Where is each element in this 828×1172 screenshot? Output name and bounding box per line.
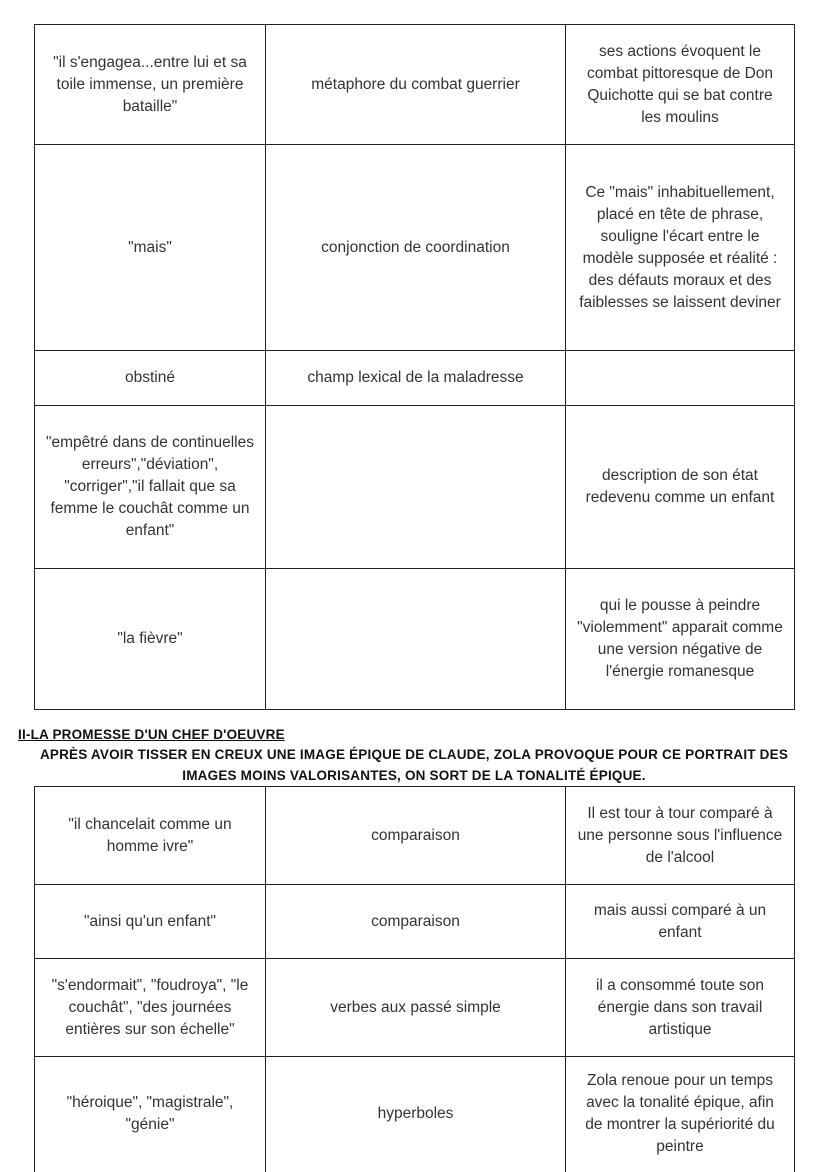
table-row [35, 959, 795, 1057]
figure-cell: comparaison [266, 787, 566, 885]
interpretation-cell: Il est tour à tour comparé à une personne sous l'influence de l'alcool [566, 787, 795, 885]
quote-cell: "mais" [35, 145, 266, 351]
quote-cell: obstiné [35, 351, 266, 406]
quote-cell: "s'endormait", "foudroya", "le couchât", "des journées entières sur son échelle" [35, 959, 266, 1057]
quote-cell: "héroique", "magistrale", "génie" [35, 1057, 266, 1172]
interpretation-cell: Ce "mais" inhabituellement, placé en tête de phrase, souligne l'écart entre le modèle supposée et réalité : des défauts moraux et des faiblesses se laissent deviner [566, 145, 795, 351]
interpretation-cell [566, 351, 795, 406]
table-row [35, 25, 795, 145]
section-title: II-LA PROMESSE D'UN CHEF D'OEUVRE [18, 727, 285, 742]
quote-cell: "la fièvre" [35, 569, 266, 710]
quote-cell: "il chancelait comme un homme ivre" [35, 787, 266, 885]
quote-cell: "il s'engagea...entre lui et sa toile immense, un première bataille" [35, 25, 266, 145]
table-row [35, 569, 795, 710]
table-row [35, 787, 795, 885]
figure-cell: conjonction de coordination [266, 145, 566, 351]
figure-cell [266, 406, 566, 569]
table-row [35, 145, 795, 351]
analysis-table-2 [34, 786, 795, 1172]
table-row [35, 1057, 795, 1172]
figure-cell: comparaison [266, 885, 566, 959]
figure-cell: champ lexical de la maladresse [266, 351, 566, 406]
quote-cell: "empêtré dans de continuelles erreurs","déviation", "corriger","il fallait que sa femme le couchât comme un enfant" [35, 406, 266, 569]
interpretation-cell: mais aussi comparé à un enfant [566, 885, 795, 959]
figure-cell [266, 569, 566, 710]
table-row [35, 885, 795, 959]
table-row [35, 351, 795, 406]
interpretation-cell: ses actions évoquent le combat pittoresque de Don Quichotte qui se bat contre les moulins [566, 25, 795, 145]
interpretation-cell: description de son état redevenu comme un enfant [566, 406, 795, 569]
interpretation-cell: qui le pousse à peindre "violemment" apparait comme une version négative de l'énergie romanesque [566, 569, 795, 710]
section-subtitle: APRÈS AVOIR TISSER EN CREUX UNE IMAGE ÉPIQUE DE CLAUDE, ZOLA PROVOQUE POUR CE PORTRAIT DES IMAGES MOINS VALORISANTES, ON SORT DE LA TONALITÉ ÉPIQUE. [39, 747, 789, 783]
interpretation-cell: Zola renoue pour un temps avec la tonalité épique, afin de montrer la supériorité du peintre [566, 1057, 795, 1172]
figure-cell: métaphore du combat guerrier [266, 25, 566, 145]
figure-cell: verbes aux passé simple [266, 959, 566, 1057]
table-row [35, 406, 795, 569]
figure-cell: hyperboles [266, 1057, 566, 1172]
analysis-table-1 [34, 24, 795, 710]
quote-cell: "ainsi qu'un enfant" [35, 885, 266, 959]
interpretation-cell: il a consommé toute son énergie dans son travail artistique [566, 959, 795, 1057]
